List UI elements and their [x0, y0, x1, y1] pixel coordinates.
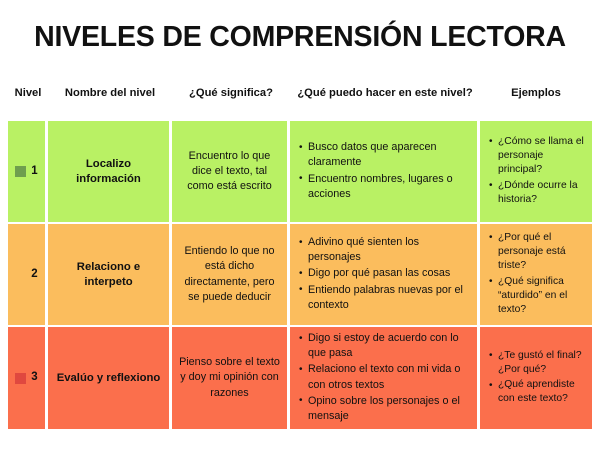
cell-nombre: [48, 224, 172, 327]
table-row: [8, 224, 592, 327]
cell-que-puedo-hacer: [290, 121, 480, 224]
column-header-que-puedo-hacer: ¿Qué puedo hacer en este nivel?: [297, 87, 473, 99]
list-item: • Digo si estoy de acuerdo con lo que pasa: [308, 331, 471, 361]
list-item: • Relaciono el texto con mi vida o con otros textos: [308, 362, 471, 392]
examples-list: [486, 231, 586, 318]
level-number: 1: [31, 164, 38, 177]
list-item: • Adivino qué sienten los personajes: [308, 235, 471, 265]
level-number: 3: [31, 371, 38, 384]
cell-nivel: [8, 224, 48, 327]
column-header-nivel: Nivel: [14, 87, 42, 99]
list-item: • ¿Cómo se llama el personaje principal?: [498, 135, 586, 178]
level-name: Localizo información: [76, 157, 141, 185]
level-name: Relaciono e interpeto: [76, 260, 141, 288]
column-header-nombre: Nombre del nivel: [64, 87, 156, 99]
cell-ejemplos: [480, 327, 592, 429]
level-number: 2: [31, 267, 38, 280]
cell-significa: [172, 327, 290, 429]
cell-significa: [172, 224, 290, 327]
cell-ejemplos: [480, 224, 592, 327]
list-item: • ¿Qué aprendiste con este texto?: [498, 378, 586, 406]
cell-nombre: [48, 327, 172, 429]
column-header-significa: ¿Qué significa?: [189, 87, 273, 99]
list-item: • Opino sobre los personajes o el mensaje: [308, 394, 471, 424]
level-meaning: Entiendo lo que no está dicho directamente, pero se puede deducir: [184, 244, 275, 303]
list-item: • ¿Dónde ocurre la historia?: [498, 179, 586, 207]
cell-nombre: [48, 121, 172, 224]
table-row: [8, 121, 592, 224]
list-item: • ¿Qué significa “aturdido” en el texto?: [498, 275, 586, 318]
table-header-row: [8, 86, 592, 116]
cell-que-puedo-hacer: [290, 224, 480, 327]
level-name: Evalúo y reflexiono: [56, 371, 161, 384]
page-title: NIVELES DE COMPRENSIÓN LECTORA: [34, 21, 566, 53]
level-color-swatch-icon: [15, 269, 26, 280]
cell-ejemplos: [480, 121, 592, 224]
list-item: • Entiendo palabras nuevas por el contexto: [308, 283, 471, 313]
cell-significa: [172, 121, 290, 224]
level-color-swatch-icon: [15, 373, 26, 384]
cell-nivel: [8, 327, 48, 429]
examples-list: [486, 349, 586, 408]
table-row: [8, 327, 592, 429]
can-do-list: [296, 235, 471, 314]
can-do-list: [296, 331, 471, 425]
level-meaning: Pienso sobre el texto y doy mi opinión con razones: [179, 356, 280, 399]
list-item: • ¿Por qué el personaje está triste?: [498, 231, 586, 274]
list-item: • Busco datos que aparecen claramente: [308, 140, 471, 170]
list-item: • Digo por qué pasan las cosas: [308, 266, 471, 281]
level-color-swatch-icon: [15, 166, 26, 177]
cell-que-puedo-hacer: [290, 327, 480, 429]
can-do-list: [296, 140, 471, 202]
cell-nivel: [8, 121, 48, 224]
levels-table: [8, 121, 592, 429]
list-item: • Encuentro nombres, lugares o acciones: [308, 172, 471, 202]
level-meaning: Encuentro lo que dice el texto, tal como está escrito: [187, 149, 272, 193]
column-header-ejemplos: Ejemplos: [511, 87, 561, 99]
list-item: • ¿Te gustó el final? ¿Por qué?: [498, 349, 586, 377]
examples-list: [486, 135, 586, 208]
